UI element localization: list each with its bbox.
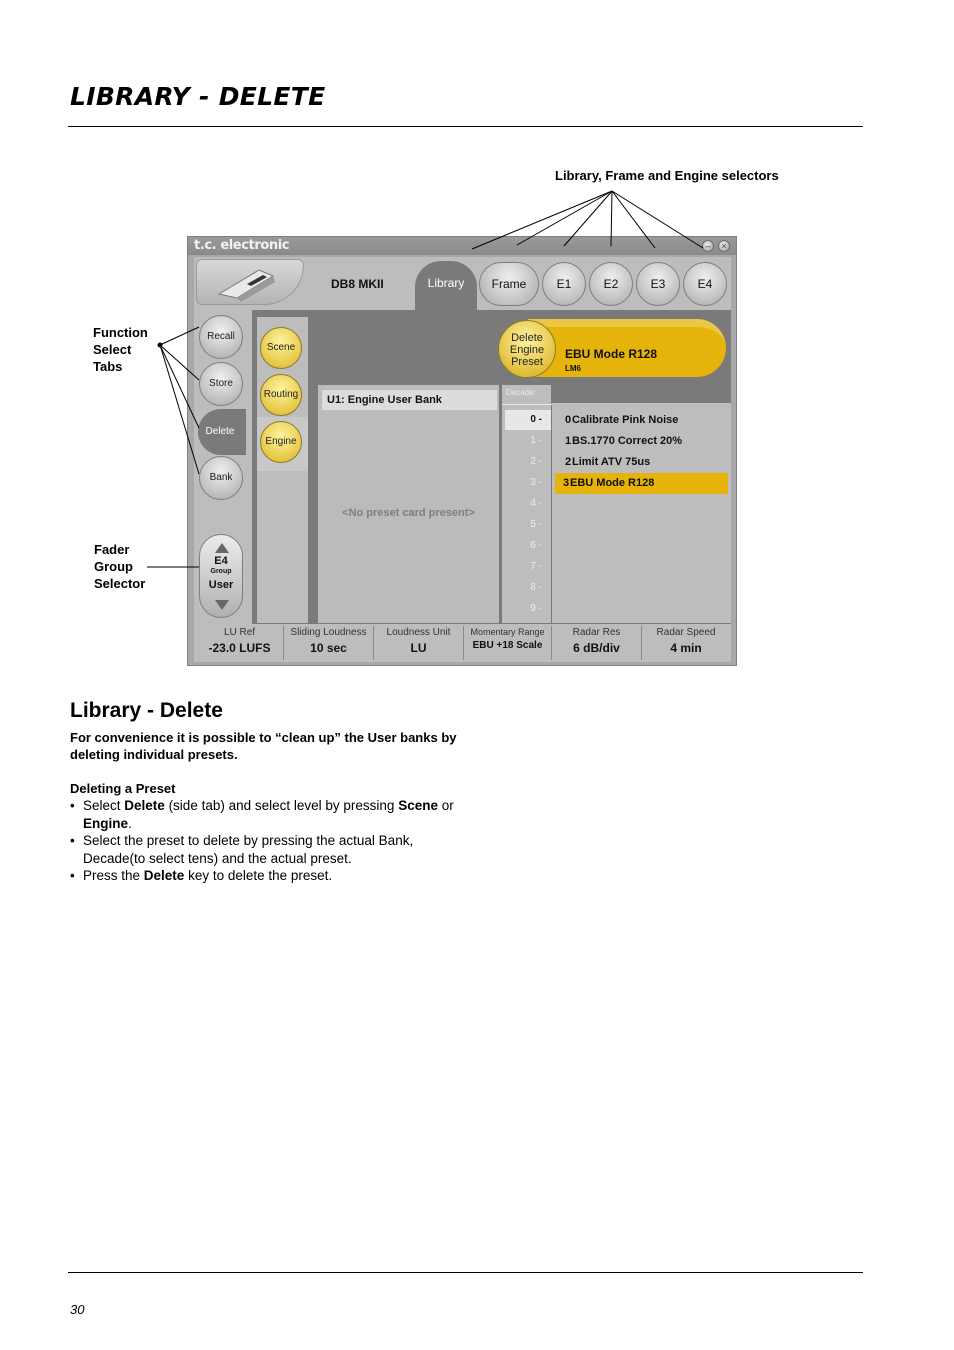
tab-e3[interactable]: E3: [636, 262, 680, 306]
decade-item-2[interactable]: 2 -: [530, 456, 542, 467]
header-rule: [68, 126, 863, 127]
arrow-up-icon[interactable]: [215, 543, 229, 553]
arrow-down-icon[interactable]: [215, 600, 229, 610]
bullet-item: • Select Delete (side tab) and select level by pressing Scene or Engine.: [70, 798, 454, 831]
decade-item-9[interactable]: 9 -: [530, 603, 542, 614]
preset-item-0[interactable]: 0Calibrate Pink Noise: [565, 414, 679, 426]
function-tab-recall[interactable]: Recall: [199, 315, 243, 359]
sub-heading: Deleting a Preset: [70, 781, 176, 796]
decade-item-3[interactable]: 3 -: [530, 477, 542, 488]
status-cell-momentary-range[interactable]: Momentary Range EBU +18 Scale: [464, 626, 552, 660]
tab-e4[interactable]: E4: [683, 262, 727, 306]
preset-item-3[interactable]: 3EBU Mode R128: [555, 473, 728, 494]
status-cell-radar-res[interactable]: Radar Res 6 dB/div: [552, 626, 642, 660]
callout-selectors: Library, Frame and Engine selectors: [555, 168, 779, 183]
function-tab-delete[interactable]: Delete: [205, 426, 235, 437]
bullet-item: • Press the Delete key to delete the preset.: [70, 868, 333, 883]
decade-item-1[interactable]: 1 -: [530, 435, 542, 446]
fader-bank-label: E4: [214, 555, 228, 567]
decade-item-4[interactable]: 4 -: [530, 498, 542, 509]
callout-function-tabs: Function Select Tabs: [93, 325, 148, 374]
level-tab-routing[interactable]: Routing: [260, 374, 302, 416]
bank-panel: [318, 385, 499, 623]
fader-group-label: Group: [210, 568, 232, 575]
page-number: 30: [70, 1302, 85, 1317]
tab-library[interactable]: Library: [415, 261, 477, 310]
bank-header[interactable]: U1: Engine User Bank: [322, 390, 497, 410]
device-logo-tab: [196, 259, 304, 305]
section-heading: Library - Delete: [70, 699, 223, 722]
page-title: LIBRARY - DELETE: [70, 82, 326, 111]
tab-e1[interactable]: E1: [542, 262, 586, 306]
decade-item-0[interactable]: 0 -: [530, 414, 542, 425]
preset-item-1[interactable]: 1BS.1770 Correct 20%: [565, 435, 683, 447]
selected-preset-name: EBU Mode R128: [565, 347, 658, 361]
decade-header: Decade:: [506, 388, 536, 397]
level-tab-scene[interactable]: Scene: [260, 327, 302, 369]
status-cell-lu-ref[interactable]: LU Ref -23.0 LUFS: [196, 626, 284, 660]
close-icon[interactable]: ×: [718, 240, 730, 252]
selected-preset-sub: LM6: [565, 364, 581, 373]
tab-e2[interactable]: E2: [589, 262, 633, 306]
fader-user-label: User: [208, 579, 234, 591]
status-cell-radar-speed[interactable]: Radar Speed 4 min: [656, 627, 716, 655]
footer-rule: [68, 1272, 863, 1273]
preset-item-2[interactable]: 2Limit ATV 75us: [565, 456, 651, 468]
level-tab-engine[interactable]: Engine: [260, 421, 302, 463]
decade-item-6[interactable]: 6 -: [530, 540, 542, 551]
minimize-icon[interactable]: –: [702, 240, 714, 252]
decade-item-5[interactable]: 5 -: [530, 519, 542, 530]
brand-logo: t.c. electronic: [194, 238, 290, 253]
console-icon: [197, 260, 303, 304]
fader-group-selector[interactable]: [199, 534, 243, 618]
device-model: DB8 MKII: [331, 277, 384, 291]
status-cell-sliding-loudness[interactable]: Sliding Loudness 10 sec: [284, 626, 374, 660]
decade-item-7[interactable]: 7 -: [530, 561, 542, 572]
status-cell-loudness-unit[interactable]: Loudness Unit LU: [374, 626, 464, 660]
callout-fader-group: Fader Group Selector: [94, 542, 146, 591]
function-tab-store[interactable]: Store: [199, 362, 243, 406]
device-screenshot: [187, 236, 737, 666]
decade-item-8[interactable]: 8 -: [530, 582, 542, 593]
delete-engine-preset-button[interactable]: Delete Engine Preset: [498, 320, 556, 378]
device-title-bar: [188, 237, 736, 255]
bullet-item: • Select the preset to delete by pressing the actual Bank, Decade(to select tens) and the actual preset.: [70, 833, 414, 866]
function-tab-bank[interactable]: Bank: [199, 456, 243, 500]
tab-frame[interactable]: Frame: [479, 262, 539, 306]
intro-text: For convenience it is possible to “clean up” the User banks by deleting individual presets.: [70, 730, 457, 762]
no-preset-message: <No preset card present>: [342, 507, 475, 519]
